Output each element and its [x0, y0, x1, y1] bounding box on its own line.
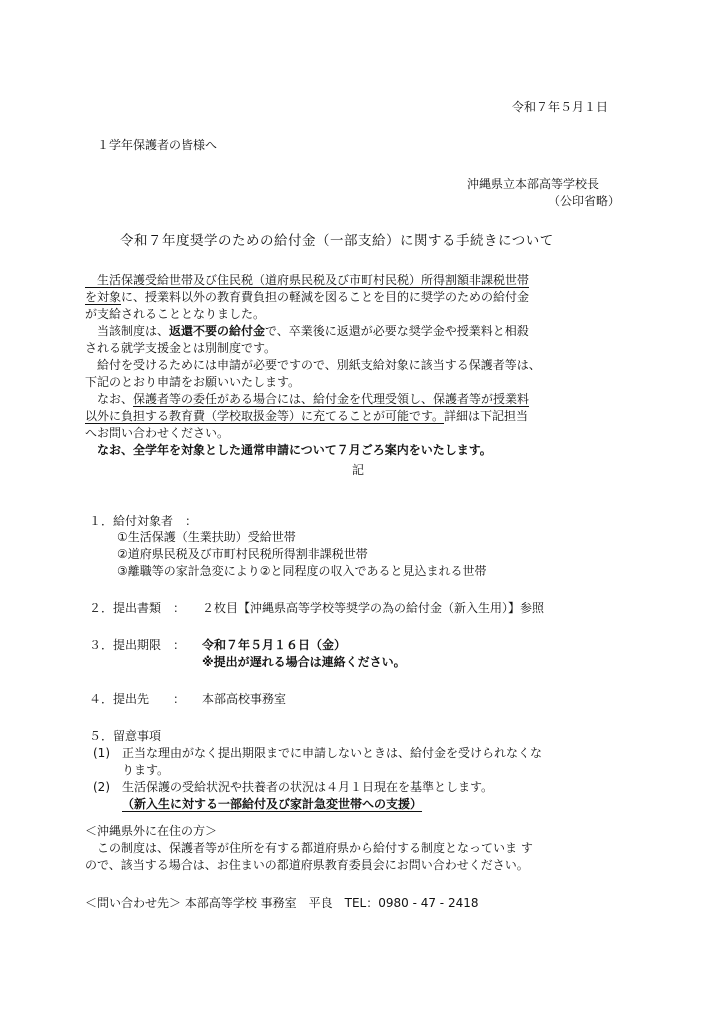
date: 令和７年５月１日	[512, 100, 609, 114]
section5-item2-line2: （新入生に対する一部給付及び家計急変世帯への支援）	[122, 797, 423, 811]
body-p3-line1: 給付を受けるためには申請が必要ですので、別紙支給対象に該当する保護者等は、	[85, 358, 541, 372]
addressee: １学年保護者の皆様へ	[97, 138, 218, 152]
section5-label: ５．留意事項	[89, 729, 162, 743]
body-p1-line2-underlined: を対象	[85, 290, 122, 304]
section5-item2-line1: 生活保護の受給状況や扶養者の状況は４月１日現在を基準とします。	[122, 780, 494, 794]
body-p4-line1	[85, 391, 529, 407]
body-p4-line2-underlined: 以外に負担する教育費（学校取扱金等）に充てることが可能です。	[85, 409, 445, 423]
section5-item1-line1: 正当な理由がなく提出期限までに申請しないときは、給付金を受けられなくな	[122, 746, 543, 760]
outside-line2: ので、該当する場合は、お住まいの都道府県教育委員会にお問い合わせください。	[85, 858, 529, 872]
ki-marker: 記	[352, 463, 365, 477]
document-title: 令和７年度奨学のための給付金（一部支給）に関する手続きについて	[120, 233, 554, 249]
contact-line: ＜問い合わせ先＞ 本部高等学校 事務室 平良 TEL：0980 - 47 - 2418	[85, 896, 479, 910]
section5-item1-number: (1)	[93, 746, 110, 760]
body-p4-line2-rest: 詳細は下記担当	[444, 409, 529, 423]
section4-text: 本部高校事務室	[202, 692, 287, 706]
seal-note: （公印省略）	[548, 194, 621, 208]
section2-text: ２枚目【沖縄県高等学校等奨学の為の給付金（新入生用）】参照	[202, 601, 545, 615]
body-p1-line1: 生活保護受給世帯及び住民税（道府県民税及び市町村民税）所得割額非課税世帯	[85, 273, 530, 287]
sender: 沖縄県立本部高等学校長	[467, 177, 600, 191]
body-p1-line2	[85, 289, 529, 305]
section1-item-1: ①生活保護（生業扶助）受給世帯	[117, 530, 296, 544]
body-p2-emphasis: 返還不要の給付金	[169, 324, 266, 338]
section3-note: ※提出が遅れる場合は連絡ください。	[202, 655, 406, 669]
body-p1-line3: が支給されることとなりました。	[85, 307, 266, 321]
section5-item1-line2: ります。	[122, 763, 170, 777]
section2-label: ２．提出書類 ：	[89, 601, 186, 615]
outside-heading: ＜沖縄県外に在住の方＞	[85, 824, 218, 838]
body-p4-line1-underlined: 保護者等の委任がある場合には、給付金を代理受領し、保護者等が授業料	[133, 392, 530, 406]
section1-item-2: ②道府県民税及び市町村民税所得割非課税世帯	[117, 547, 368, 561]
body-p3-line2: 下記のとおり申請をお願いいたします。	[85, 375, 301, 389]
section1-label: １．給付対象者 ：	[89, 514, 198, 528]
outside-line1: この制度は、保護者等が住所を有する都道府県から給付する制度となっていま す	[85, 841, 533, 855]
body-p4-line2	[85, 408, 528, 424]
body-p2-line1-c: で、卒業後に返還が必要な奨学金や授業料と相殺	[265, 324, 529, 338]
body-p2-line1	[85, 323, 529, 339]
body-p2-line2: される就学支援金とは別制度です。	[85, 341, 277, 355]
body-p4-line1-a: なお、	[85, 392, 134, 406]
body-p5: なお、全学年を対象とした通常申請について７月ごろ案内をいたします。	[85, 443, 492, 457]
body-p2-line1-a: 当該制度は、	[85, 324, 170, 338]
body-p1-line2-rest: に、授業料以外の教育費負担の軽減を図ることを目的に奨学のための給付金	[121, 290, 530, 304]
section3-deadline: 令和７年５月１６日（金）	[202, 638, 347, 652]
section3-label: ３．提出期限 ：	[89, 638, 186, 652]
section1-item-3: ③離職等の家計急変により②と同程度の収入であると見込まれる世帯	[117, 564, 487, 578]
section5-item2-number: (2)	[93, 780, 110, 794]
section4-label: ４．提出先 ：	[89, 692, 186, 706]
body-p4-line3: へお問い合わせください。	[85, 426, 230, 440]
